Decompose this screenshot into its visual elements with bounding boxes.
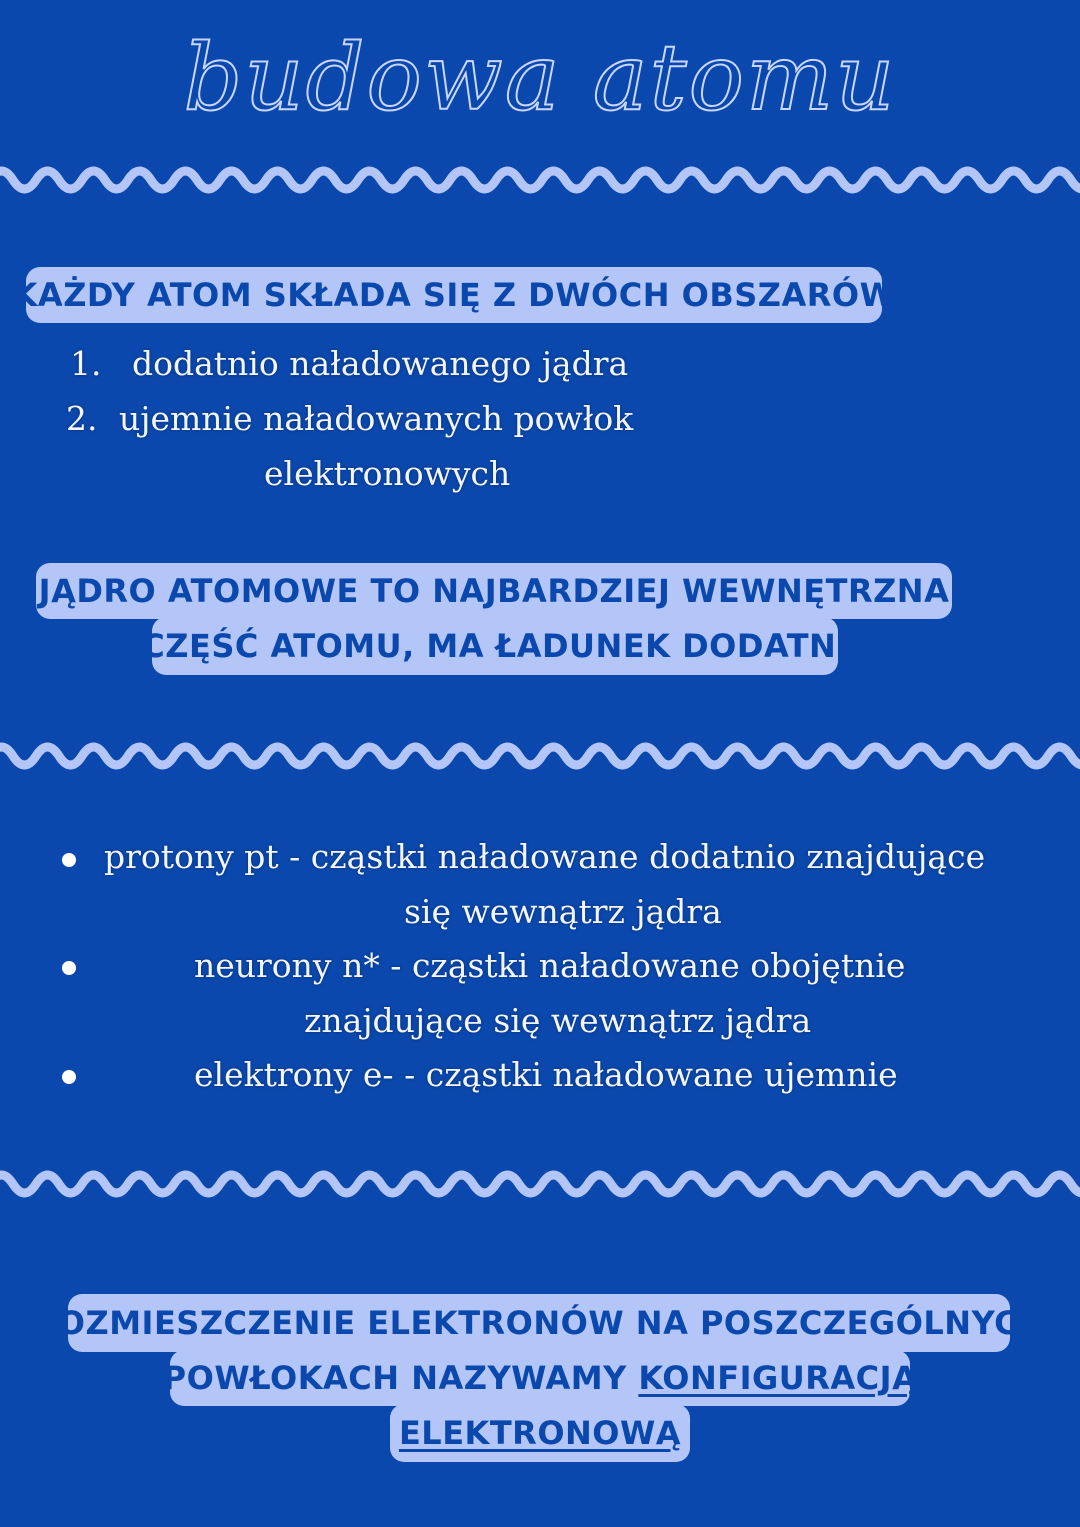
wave-divider-2 xyxy=(0,738,1080,774)
banner-nucleus-line-2-text: CZĘŚĆ ATOMU, MA ŁADUNEK DODATNI xyxy=(141,627,849,665)
wave-divider-1 xyxy=(0,162,1080,198)
banner-configuration-line-2 xyxy=(162,1350,918,1406)
list-item-number-1: 1. xyxy=(70,344,102,383)
wave-line xyxy=(0,1175,1080,1193)
particle-neutrons-line-1: neurony n* - cząstki naładowane obojętnie xyxy=(194,946,906,985)
banner-configuration-line-2-plain: POWŁOKACH NAZYWAMY xyxy=(162,1359,627,1397)
banner-nucleus-line-1 xyxy=(36,563,952,619)
list-item-text-2: ujemnie naładowanych powłok xyxy=(119,399,634,438)
particle-electrons-line-1: elektrony e- - cząstki naładowane ujemnie xyxy=(194,1055,898,1094)
bullet-icon xyxy=(62,961,76,975)
banner-atom-regions xyxy=(12,267,896,323)
wave-divider-3 xyxy=(0,1166,1080,1202)
banner-configuration-line-1 xyxy=(32,1294,1046,1352)
list-item-number-2: 2. xyxy=(66,399,98,438)
banner-nucleus-line-1-text: JĄDRO ATOMOWE TO NAJBARDZIEJ WEWNĘTRZNA xyxy=(38,572,950,610)
bullet-icon xyxy=(62,1070,76,1084)
particle-protons-line-2: się wewnątrz jądra xyxy=(404,892,722,931)
banner-configuration-line-3 xyxy=(390,1404,690,1462)
particle-protons-line-1: protony pt - cząstki naładowane dodatnio znajdujące xyxy=(104,837,986,876)
page-title: budowa atomu xyxy=(183,24,897,131)
banner-atom-regions-text: KAŻDY ATOM SKŁADA SIĘ Z DWÓCH OBSZARÓW xyxy=(12,276,896,314)
particle-neutrons-line-2: znajdujące się wewnątrz jądra xyxy=(304,1001,812,1040)
banner-configuration-line-2-underlined: KONFIGURACJĄ xyxy=(638,1359,918,1397)
banner-configuration-line-1-text: ROZMIESZCZENIE ELEKTRONÓW NA POSZCZEGÓLNYCH xyxy=(32,1304,1046,1342)
banner-configuration-line-3-underlined: ELEKTRONOWĄ xyxy=(398,1414,682,1452)
wave-line xyxy=(0,171,1080,189)
list-item-text-1: dodatnio naładowanego jądra xyxy=(132,344,629,383)
banner-nucleus-line-2 xyxy=(141,617,849,675)
bullet-icon xyxy=(62,853,76,867)
list-item-text-2-cont: elektronowych xyxy=(264,454,511,493)
wave-line xyxy=(0,747,1080,765)
